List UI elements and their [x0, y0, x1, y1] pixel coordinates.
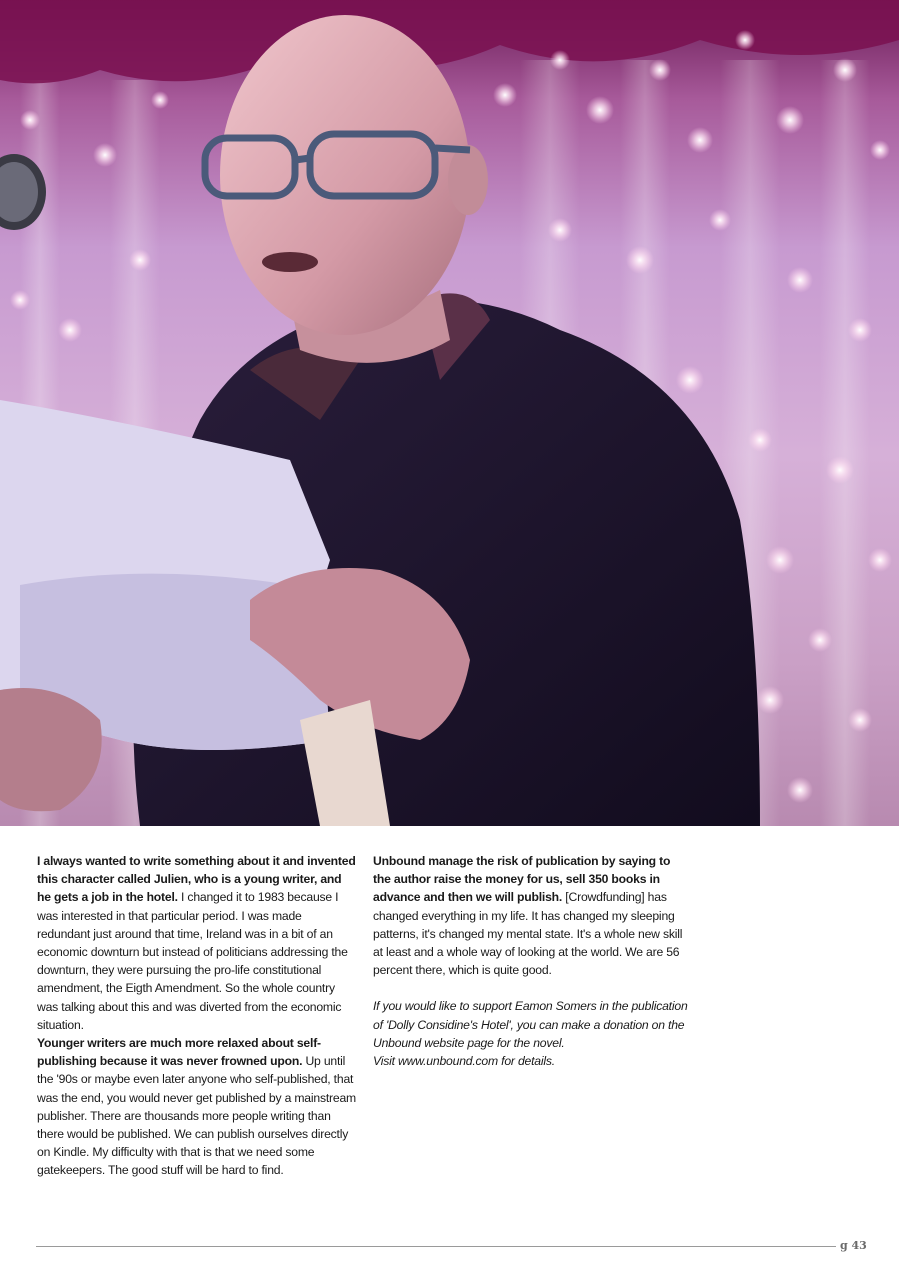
ear [448, 145, 488, 215]
paragraph-julien [37, 852, 357, 1034]
paragraph-unbound [373, 852, 691, 979]
paragraph-self-publishing-lead: Younger writers are much more relaxed about self-publishing because it was never frowned upon. [37, 1036, 321, 1069]
support-note: If you would like to support Eamon Somers in the publication of 'Dolly Considine's Hotel', you can make a donation on the Unbound website page for the novel. [373, 999, 688, 1050]
article-column-left [37, 852, 357, 1180]
page-number: g 43 [840, 1239, 867, 1252]
paragraph-self-publishing-body: Up until the '90s or maybe even later anyone who self-published, that was the end, you would never get published by a mainstream publisher. There are thousands more people writing than there would be published. We can publish ourselves directly on Kindle. My difficulty with that is that we need some gatekeepers. The good stuff will be hard to find. [37, 1054, 357, 1178]
paragraph-julien-lead: I always wanted to write something about it and invented this character called Julien, who is a young writer, and he gets a job in the hotel. [37, 854, 356, 905]
article-column-right [373, 852, 691, 1070]
paragraph-unbound-body: [Crowdfunding] has changed everything in my life. It has changed my sleeping patterns, it's changed my mental state. It's a whole new skill at least and a whole way of looking at the world. We are 56 percent there, which is quite good. [373, 890, 683, 978]
paragraph-unbound-lead: Unbound manage the risk of publication by saying to the author raise the money for us, sell 350 books in advance and then we will publish. [373, 854, 671, 905]
paragraph-self-publishing [37, 1034, 357, 1180]
visit-link-note: Visit www.unbound.com for details. [373, 1054, 555, 1069]
footer-rule [36, 1246, 836, 1247]
paragraph-julien-body: I changed it to 1983 because I was interested in that particular period. I was made redundant just around that time, Ireland was in a bit of an economic downturn but instead of politicians addressing the downturn, they were pursuing the pro-life constitutional amendment, the Eigth Amendment. So the whole country was talking about this and was diverted from the economic situation. [37, 890, 348, 1032]
mouth [262, 252, 318, 272]
